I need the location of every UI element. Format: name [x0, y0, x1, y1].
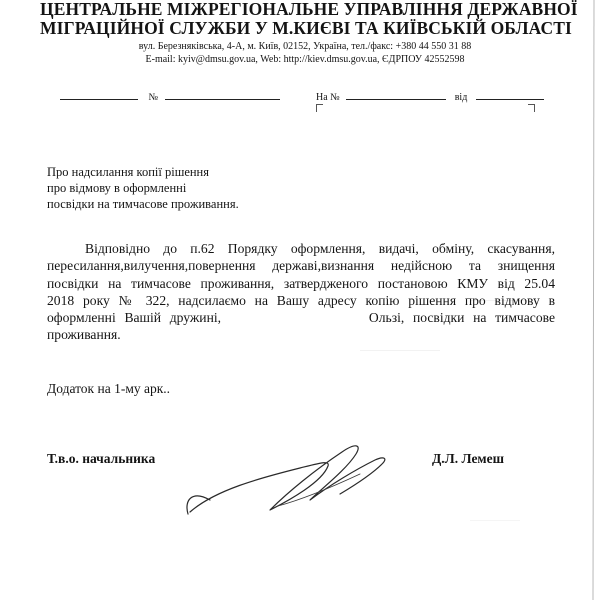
number-label: №	[148, 92, 159, 103]
organization-title-line-2: МІГРАЦІЙНОЇ СЛУЖБИ У М.КИЄВІ ТА КИЇВСЬКІЙ ОБЛАСТІ	[40, 18, 572, 38]
subject-line: про відмову в оформленні	[47, 181, 187, 195]
outgoing-number-field	[60, 91, 280, 104]
date-label: від	[454, 92, 468, 103]
reference-label: На №	[316, 92, 340, 103]
organization-address: вул. Березняківська, 4-А, м. Київ, 02152, Україна, тел./факс: +380 44 550 31 88	[138, 41, 472, 52]
body-line: посвідки на тимчасове проживання, затвердженого постановою КМУ від 25.04	[47, 275, 555, 291]
outgoing-date-blank	[60, 91, 138, 100]
scan-edge-shadow	[588, 0, 600, 600]
body-line: пересилання,вилучення,повернення державі,визнання недійсною та знищення	[47, 258, 555, 274]
subject-line: посвідки на тимчасове проживання.	[47, 197, 239, 211]
address-corner-mark-left	[316, 104, 323, 112]
organization-email-web: E-mail: kyiv@dmsu.gov.ua, Web: http://kiev.dmsu.gov.ua, ЄДРПОУ 42552598	[145, 53, 465, 65]
reference-date-blank	[476, 91, 544, 100]
signer-position: Т.в.о. начальника	[47, 451, 156, 466]
reference-number-blank	[346, 91, 446, 100]
organization-title-line-1: ЦЕНТРАЛЬНЕ МІЖРЕГІОНАЛЬНЕ УПРАВЛІННЯ ДЕРЖАВНОЇ	[40, 0, 578, 19]
letter-subject	[47, 164, 307, 212]
letter-body	[47, 240, 555, 344]
body-line: Відповідно до п.62 Порядку оформлення, видачі, обміну, скасування,	[85, 241, 555, 256]
outgoing-number-blank	[165, 91, 280, 100]
signer-name: Д.Л. Лемеш	[432, 451, 505, 466]
body-line: 2018 року № 322, надсилаємо на Вашу адресу копію рішення про відмову в	[47, 292, 555, 308]
annex-note: Додаток на 1-му арк..	[47, 381, 171, 396]
handwritten-signature	[170, 430, 400, 530]
scan-artifact	[470, 300, 530, 301]
scan-artifact	[360, 350, 440, 351]
subject-line: Про надсилання копії рішення	[47, 165, 209, 179]
organization-title	[40, 0, 578, 38]
body-line: проживання.	[47, 327, 121, 343]
organization-contacts	[40, 41, 570, 66]
scan-artifact	[470, 520, 520, 521]
address-corner-mark-right	[528, 104, 535, 112]
incoming-reference-field	[316, 91, 544, 104]
body-line: оформленні Вашій дружині, Ользі, посвідки на тимчасове	[47, 310, 555, 326]
